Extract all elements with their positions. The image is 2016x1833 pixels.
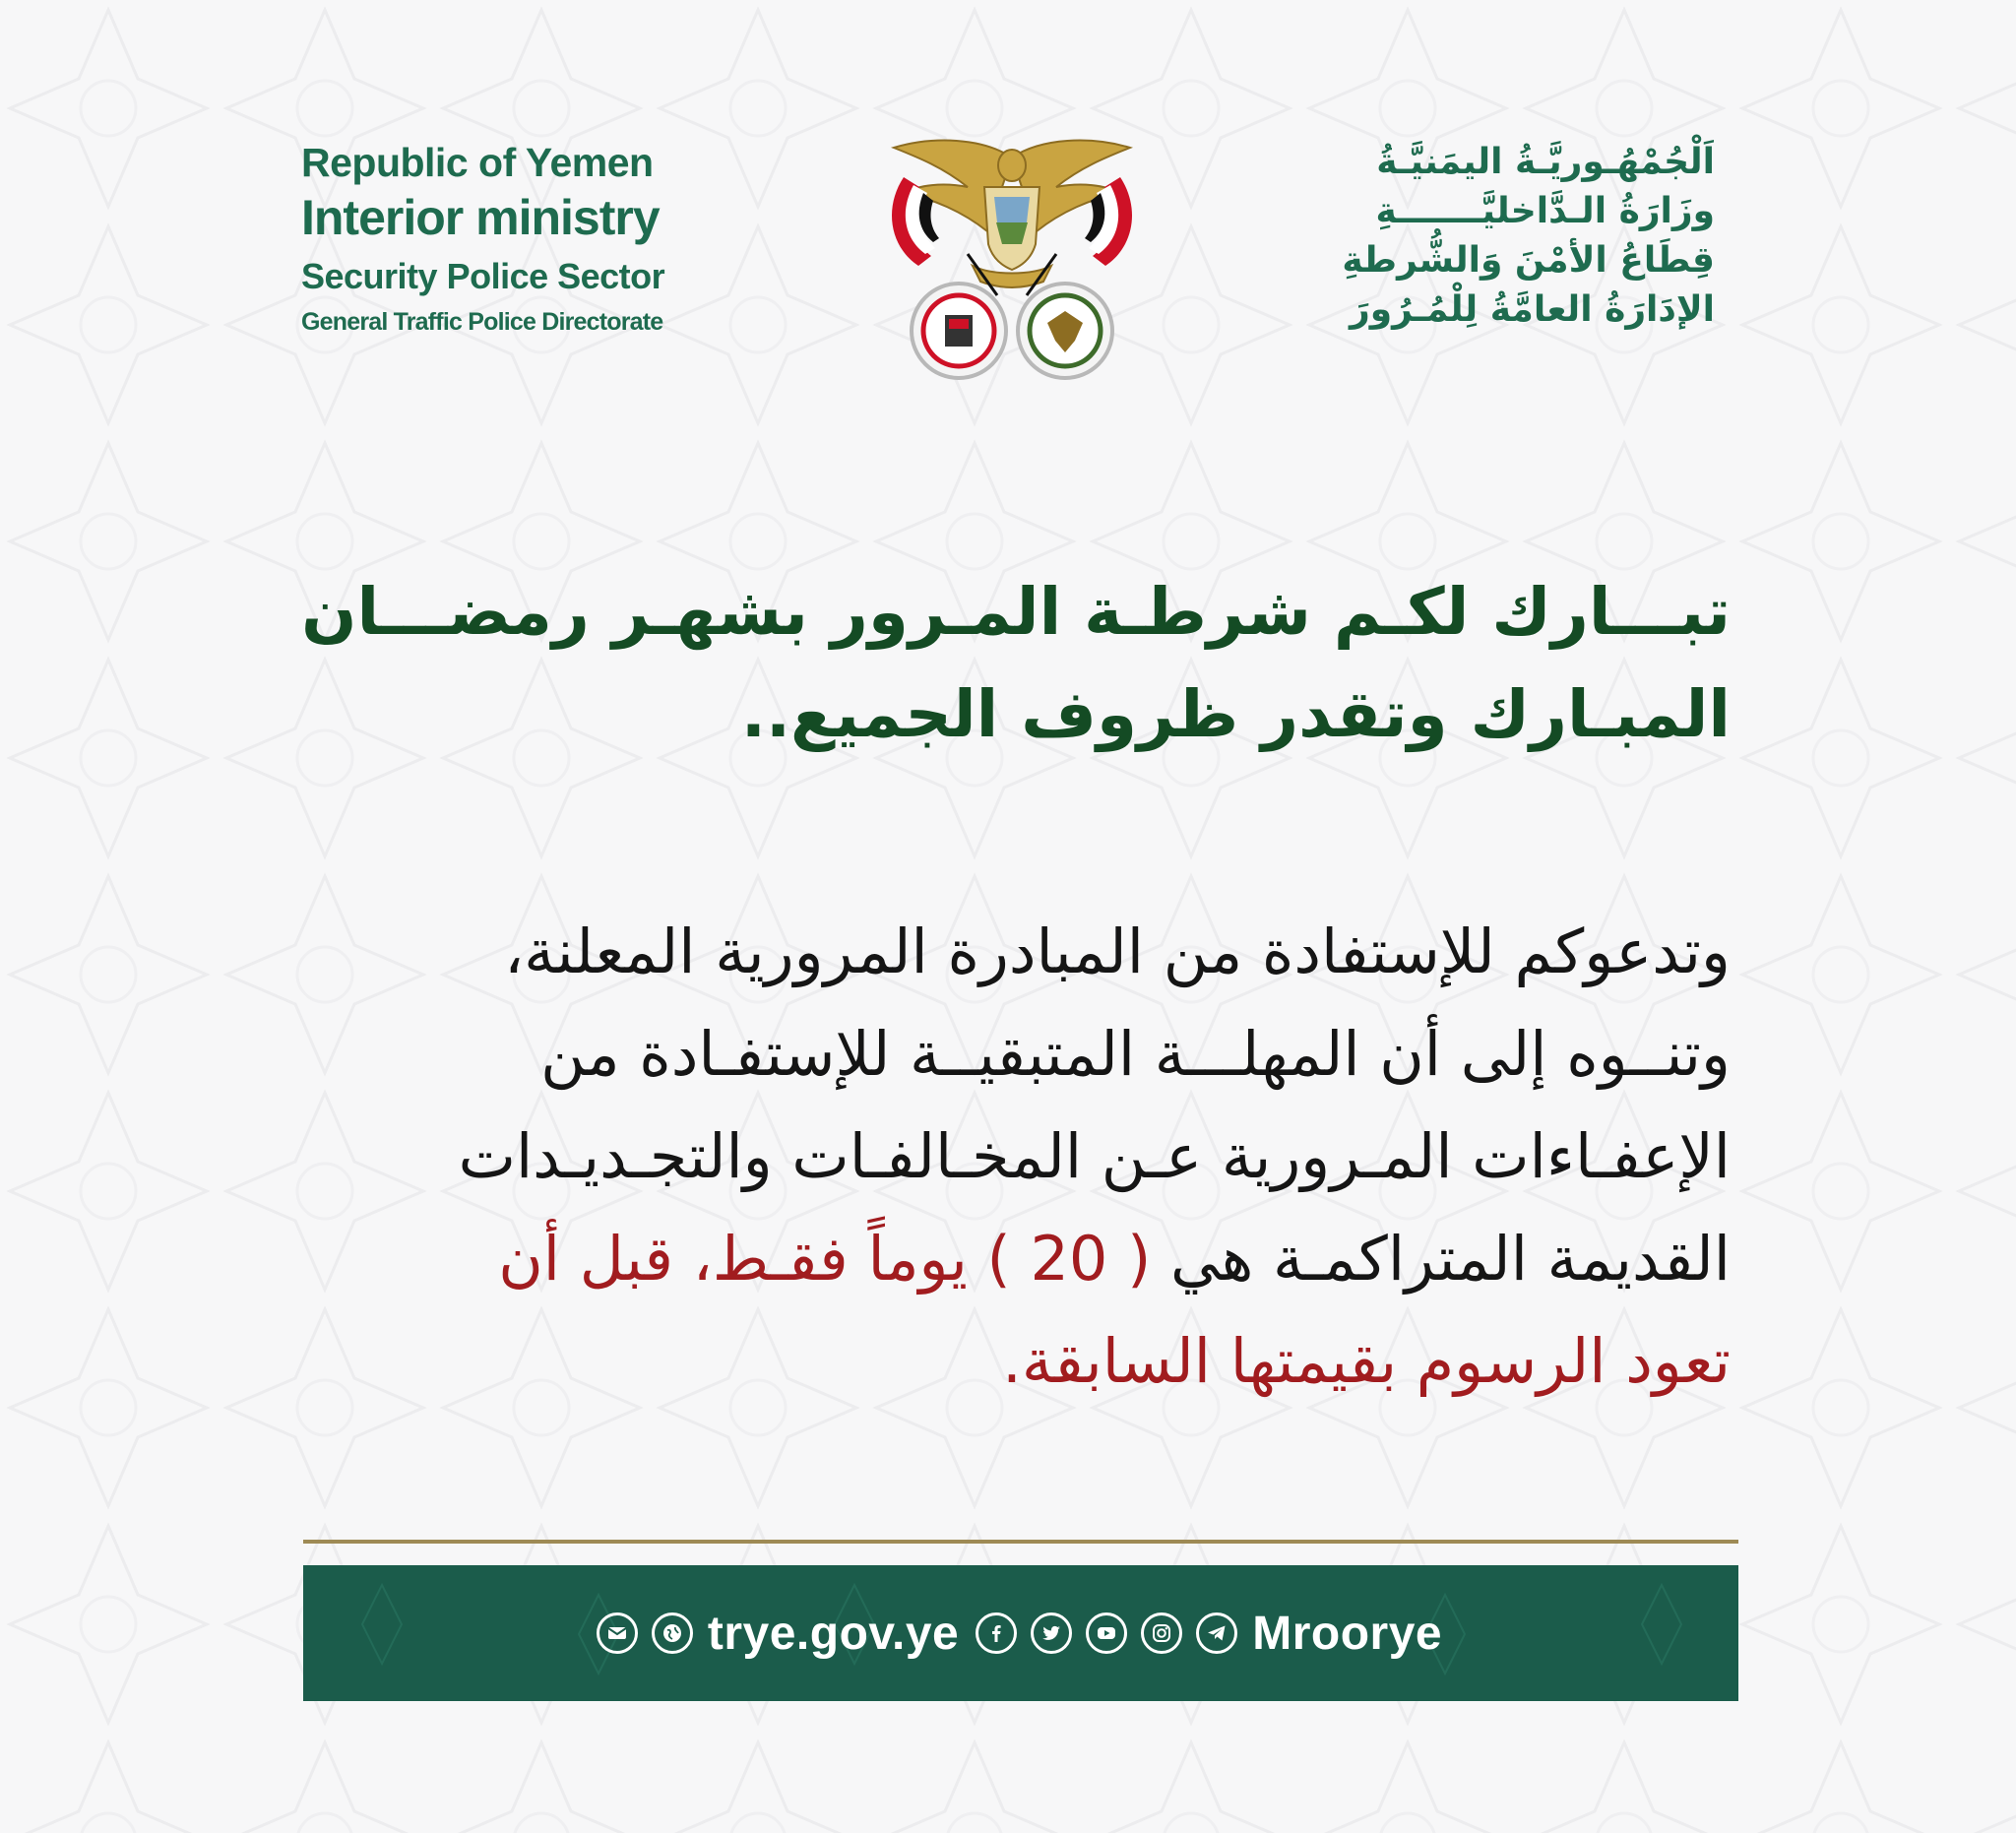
header-arabic — [1252, 138, 1715, 335]
announcement-paragraph — [254, 901, 1731, 1413]
directorate-title-arabic: الإدَارَةُ العامَّةُ لِلْمُـرُورَ — [1350, 289, 1715, 330]
body-line-3: الإعفـاءات المـرورية عـن المخـالفـات والتجـديـدات — [458, 1120, 1731, 1192]
sector-title: Security Police Sector — [301, 256, 665, 296]
website-link[interactable]: trye.gov.ye — [707, 1607, 960, 1660]
footer-divider — [303, 1540, 1738, 1544]
greeting-headline — [254, 561, 1731, 766]
republic-title-arabic: اَلْجُمْهُـوريَّـةُ اليمَنيَّـةُ — [1376, 142, 1715, 182]
body-line-1: وتدعوكم للإستفادة من المبادرة المرورية المعلنة، — [504, 916, 1731, 987]
contact-row — [303, 1565, 1738, 1701]
social-handle[interactable]: Mroorye — [1252, 1607, 1443, 1660]
sector-title-arabic: قِطَاعُ الأمْنَ وَالشُّرطةِ — [1342, 240, 1715, 281]
youtube-icon[interactable] — [1086, 1612, 1127, 1654]
facebook-icon[interactable] — [976, 1612, 1017, 1654]
telegram-icon[interactable] — [1196, 1612, 1237, 1654]
deadline-highlight: ( 20 ) يوماً فقـط، قبل أن — [498, 1223, 1152, 1295]
republic-title: Republic of Yemen — [301, 140, 654, 185]
twitter-icon[interactable] — [1031, 1612, 1072, 1654]
ministry-title: Interior ministry — [301, 190, 660, 245]
headline-line-1: تبـــارك لكـم شرطـة المـرور بشهـر رمضـــان — [301, 574, 1731, 650]
body-line-4-black: القديمة المتراكمـة هي — [1151, 1223, 1731, 1295]
ministry-title-arabic: وزَارَةُ الـدَّاخليَّـــــــةِ — [1375, 191, 1715, 231]
footer-bar — [303, 1565, 1738, 1701]
body-line-2: وتنــوه إلى أن المهلـــة المتبقيــة للإستفـادة من — [540, 1018, 1731, 1090]
headline-line-2: المبـارك وتقدر ظروف الجميع.. — [740, 676, 1731, 752]
globe-icon[interactable] — [652, 1612, 693, 1654]
yemen-emblem-logo — [874, 128, 1150, 384]
header-english — [301, 138, 774, 339]
instagram-icon[interactable] — [1141, 1612, 1182, 1654]
directorate-title: General Traffic Police Directorate — [301, 308, 663, 336]
body-line-5: تعود الرسوم بقيمتها السابقة. — [1002, 1325, 1731, 1397]
body-line-4 — [254, 1208, 1731, 1310]
email-icon[interactable] — [597, 1612, 638, 1654]
